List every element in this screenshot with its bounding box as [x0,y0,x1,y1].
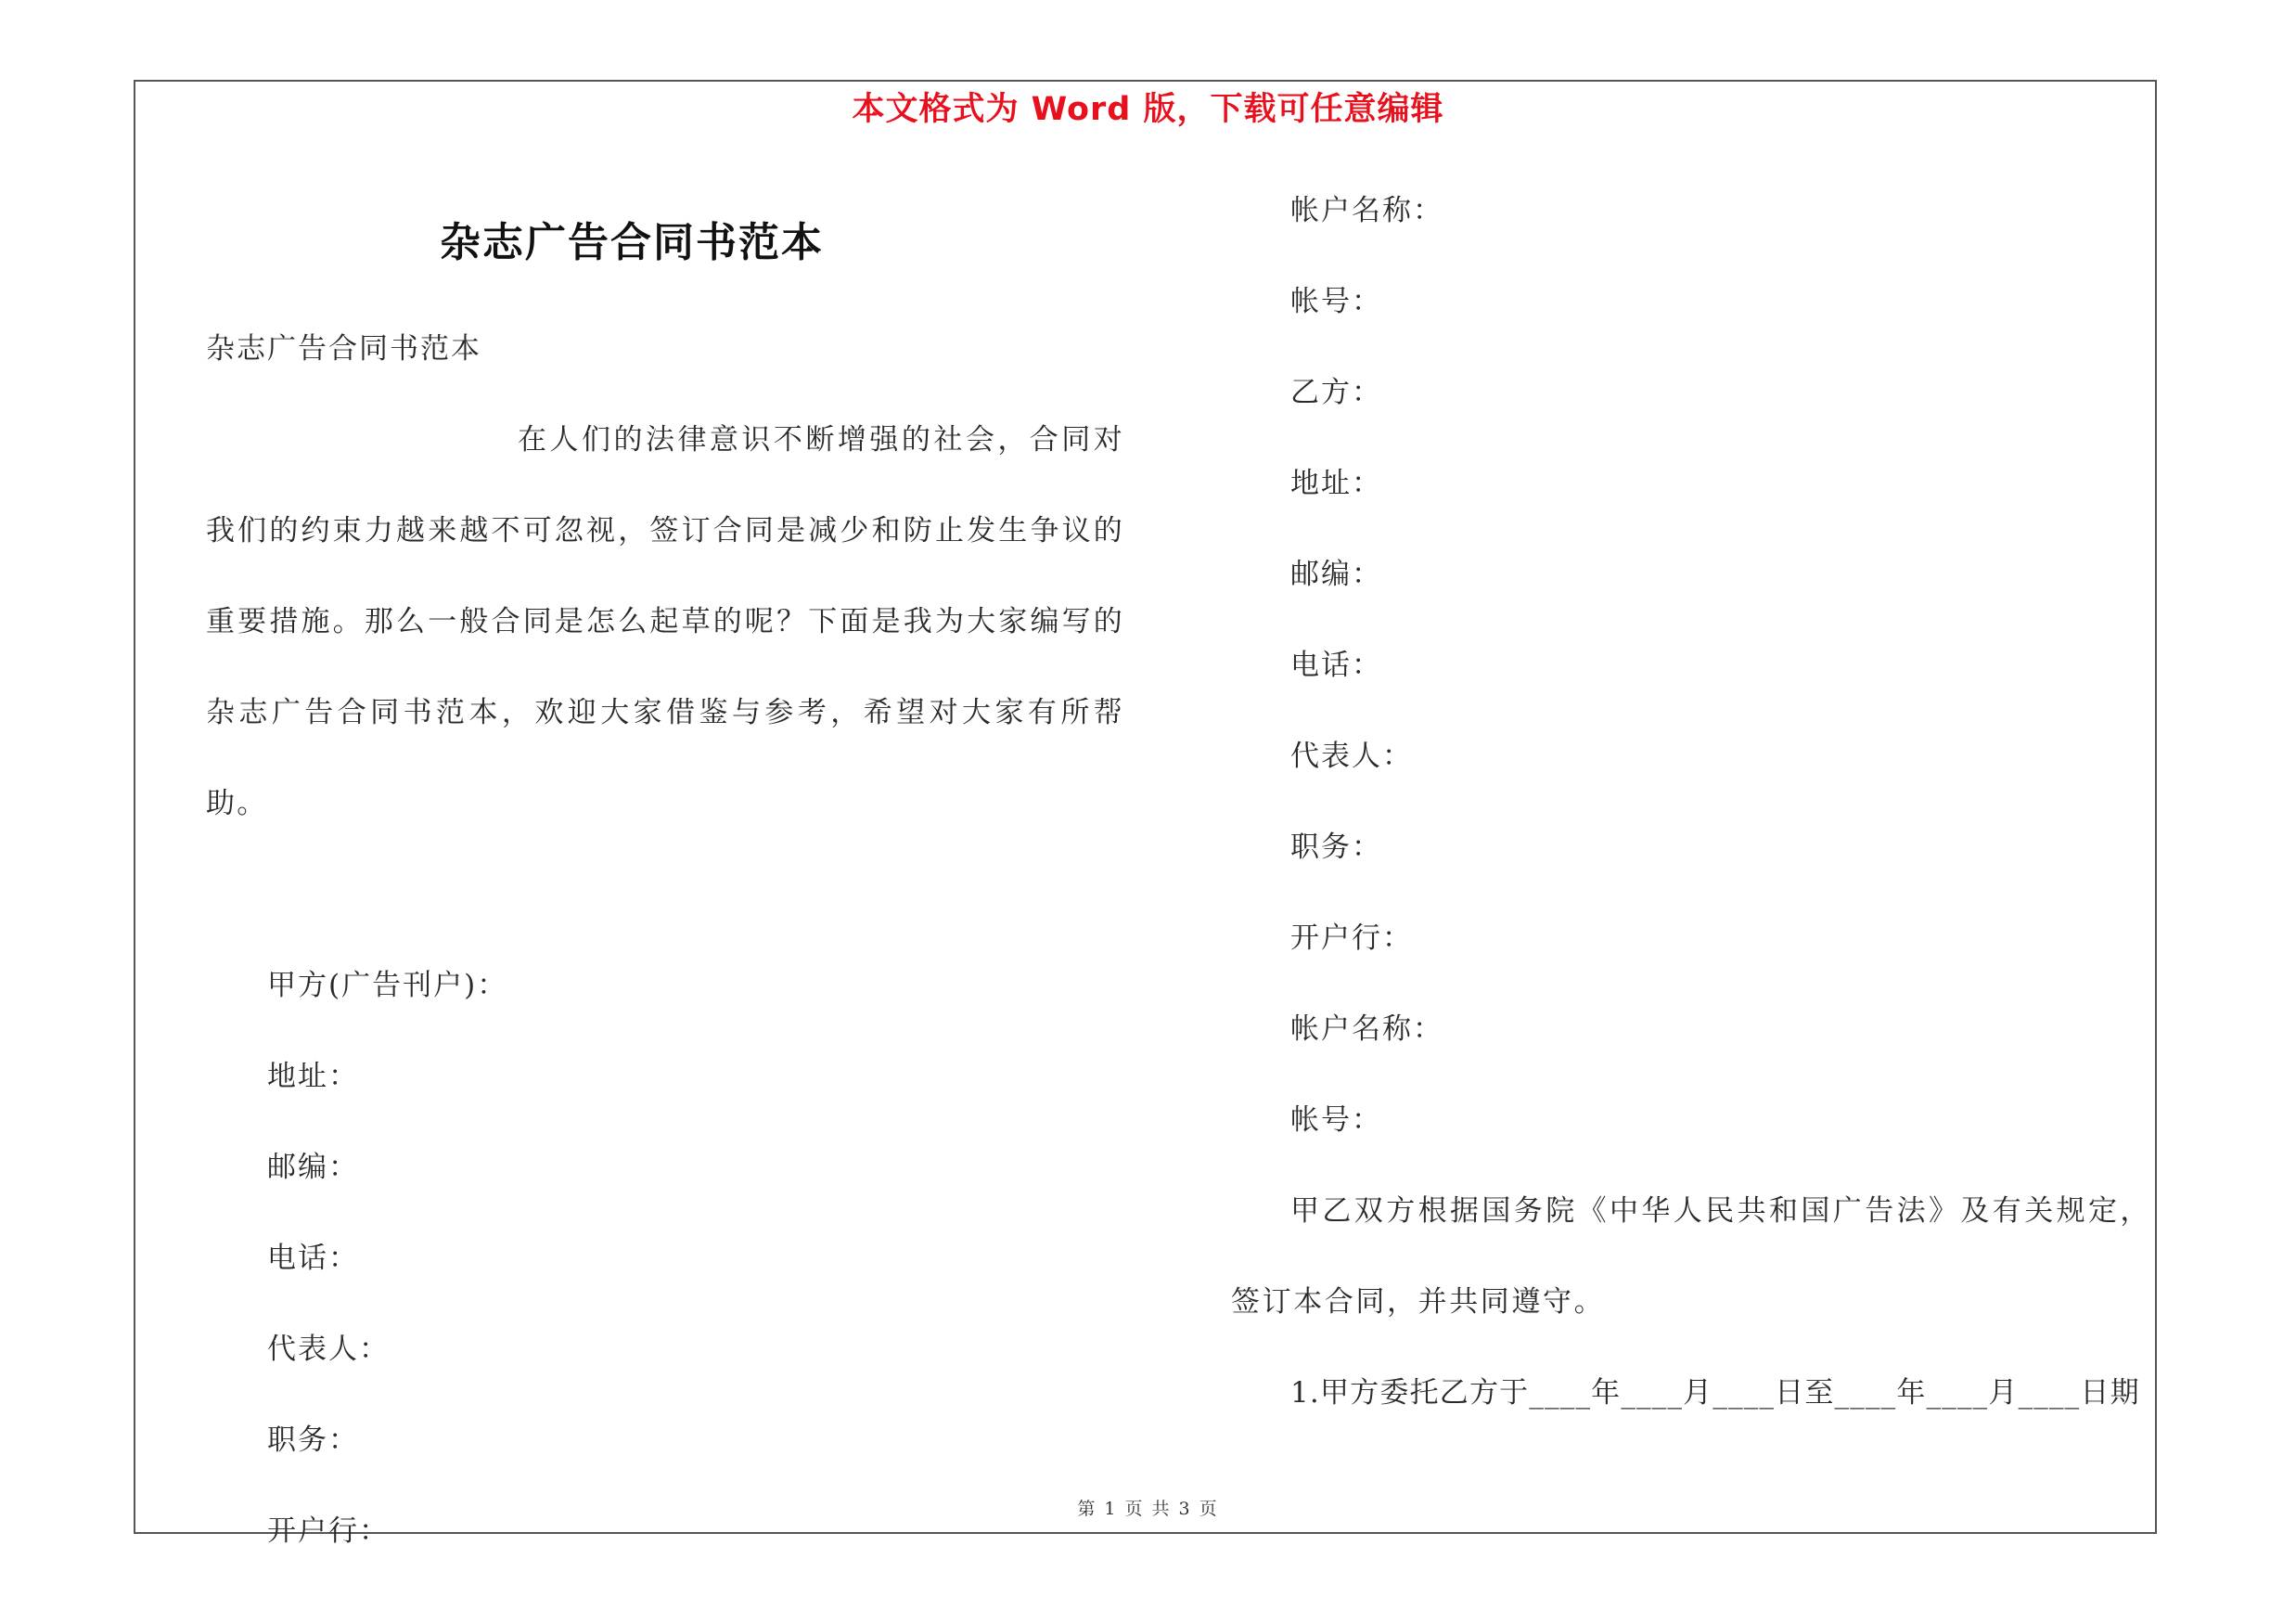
party-a-account-name-field: 帐户名称： [1290,194,1443,227]
party-a-bank-field: 开户行： [267,1514,390,1548]
party-b-label: 乙方： [1290,376,1382,409]
party-a-account-number-field: 帐号： [1290,285,1382,318]
party-a-label: 甲方(广告刊户)： [267,969,508,1002]
spacer [206,849,1124,940]
party-a-postcode-field: 邮编： [267,1151,359,1184]
subtitle: 杂志广告合同书范本 [206,332,481,366]
party-b-position-field: 职务： [1290,831,1382,864]
left-column [206,303,1124,1577]
document-title: 杂志广告合同书范本 [440,219,824,266]
page-number-footer: 第 1 页 共 3 页 [1077,1499,1219,1519]
party-a-address-field: 地址： [267,1060,359,1093]
party-b-bank-field: 开户行： [1290,921,1413,955]
format-banner: 本文格式为 Word 版，下载可任意编辑 [852,91,1444,128]
party-b-address-field: 地址： [1290,467,1382,500]
intro-paragraph: 在人们的法律意识不断增强的社会，合同对我们的约束力越来越不可忽视，签订合同是减少和防止发生争议的重要措施。那么一般合同是怎么起草的呢？下面是我为大家编写的杂志广告合同书范本，欢迎大家借鉴与参考，希望对大家有所帮助。 [206,423,1124,820]
party-b-representative-field: 代表人： [1290,740,1413,773]
party-a-representative-field: 代表人： [267,1333,390,1366]
party-b-phone-field: 电话： [1290,649,1382,682]
party-a-position-field: 职务： [267,1423,359,1457]
party-b-account-number-field: 帐号： [1290,1103,1382,1137]
party-b-postcode-field: 邮编： [1290,558,1382,591]
right-column [1231,165,2151,1438]
party-a-phone-field: 电话： [267,1242,359,1275]
clause-1: 1.甲方委托乙方于____年____月____日至____年____月____日期 [1290,1376,2140,1410]
party-b-account-name-field: 帐户名称： [1290,1012,1443,1046]
agreement-paragraph: 甲乙双方根据国务院《中华人民共和国广告法》及有关规定，签订本合同，并共同遵守。 [1231,1194,2151,1319]
